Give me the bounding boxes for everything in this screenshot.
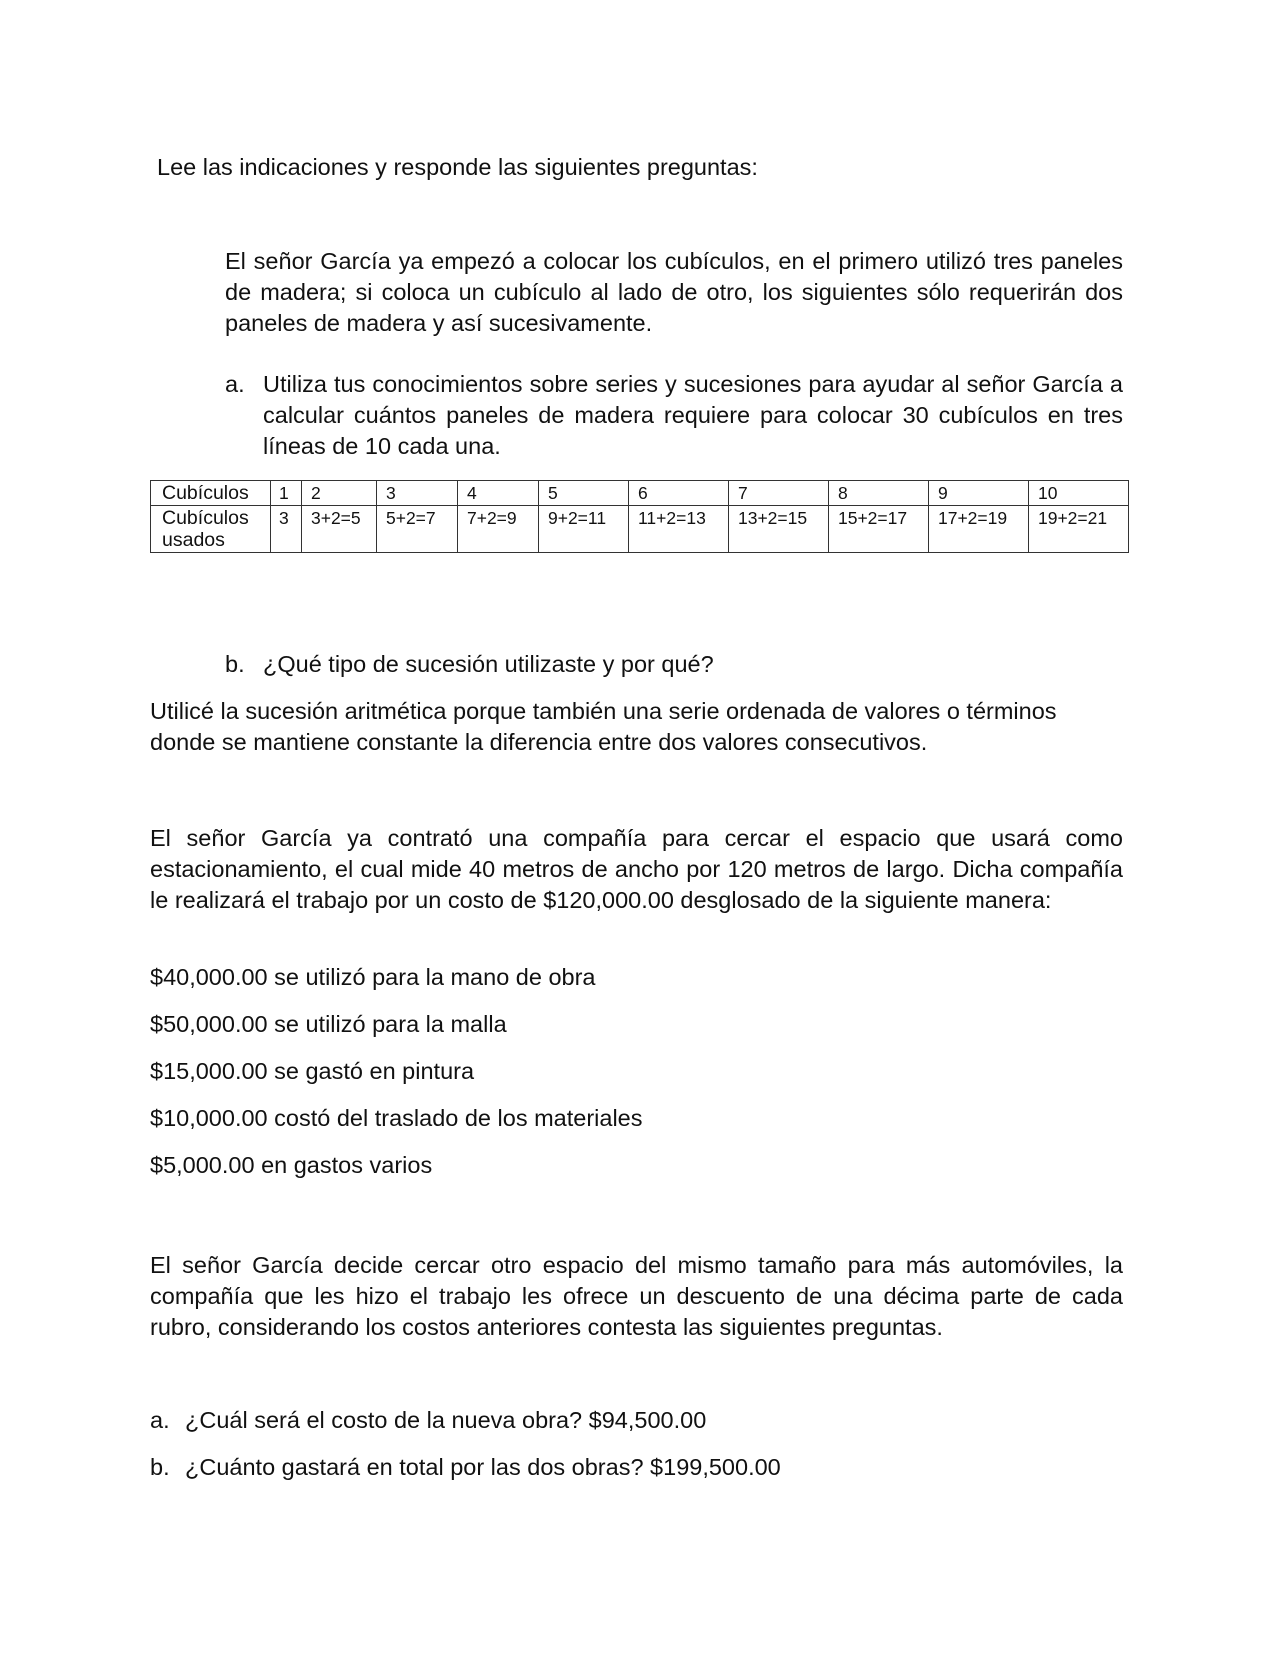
cubicles-table <box>150 480 1129 553</box>
table-cell: 3 <box>377 481 458 506</box>
intro-paragraph: El señor García ya empezó a colocar los cubículos, en el primero utilizó tres paneles de madera; si coloca un cubículo al lado de otro, los siguientes sólo requerirán dos paneles de madera y así sucesivamente. <box>225 248 1123 336</box>
instructions: Lee las indicaciones y responde las siguientes preguntas: <box>157 154 758 180</box>
row-header-cubiculos: Cubículos <box>151 481 271 506</box>
table-row-cubiculos <box>151 481 1129 506</box>
table-cell: 11+2=13 <box>629 506 729 553</box>
table-cell: 17+2=19 <box>929 506 1029 553</box>
cost-item: $10,000.00 costó del traslado de los materiales <box>150 1105 643 1131</box>
table-cell: 9+2=11 <box>539 506 629 553</box>
table-cell: 3+2=5 <box>302 506 377 553</box>
cost-list <box>150 962 643 1197</box>
second-paragraph: El señor García decide cercar otro espacio del mismo tamaño para más automóviles, la compañía que les hizo el trabajo les ofrece un descuento de una décima parte de cada rubro, considerando los costos anteriores contesta las siguientes preguntas. <box>150 1252 1123 1340</box>
cost-item: $50,000.00 se utilizó para la malla <box>150 1011 507 1037</box>
cost-item: $5,000.00 en gastos varios <box>150 1152 433 1178</box>
table-cell: 2 <box>302 481 377 506</box>
row-header-usados: Cubículos usados <box>151 506 271 553</box>
table-cell: 10 <box>1029 481 1129 506</box>
question-b-marker: b. <box>225 651 245 677</box>
table-cell: 6 <box>629 481 729 506</box>
question-b <box>225 649 1123 680</box>
final-questions <box>150 1405 1123 1499</box>
table-cell: 13+2=15 <box>729 506 829 553</box>
table-cell: 19+2=21 <box>1029 506 1129 553</box>
cost-item: $40,000.00 se utilizó para la mano de obra <box>150 964 596 990</box>
table-cell: 3 <box>271 506 302 553</box>
table-cell: 7+2=9 <box>458 506 539 553</box>
fence-paragraph: El señor García ya contrató una compañía para cercar el espacio que usará como estacionamiento, el cual mide 40 metros de ancho por 120 metros de largo. Dicha compañía le realizará el trabajo por un costo de $120,000.00 desglosado de la siguiente manera: <box>150 825 1123 913</box>
final-question-a <box>150 1405 1123 1436</box>
cost-item: $15,000.00 se gastó en pintura <box>150 1058 475 1084</box>
table-row-usados <box>151 506 1129 553</box>
answer-b: Utilicé la sucesión aritmética porque también una serie ordenada de valores o términos donde se mantiene constante la diferencia entre dos valores consecutivos. <box>150 698 1057 755</box>
final-question-b <box>150 1452 1123 1483</box>
question-a <box>225 369 1123 462</box>
table-cell: 9 <box>929 481 1029 506</box>
final-question-marker: a. <box>150 1407 170 1433</box>
question-a-text: Utiliza tus conocimientos sobre series y sucesiones para ayudar al señor García a calcular cuántos paneles de madera requiere para colocar 30 cubículos en tres líneas de 10 cada una. <box>263 371 1123 459</box>
table-cell: 8 <box>829 481 929 506</box>
table-cell: 7 <box>729 481 829 506</box>
table-cell: 5 <box>539 481 629 506</box>
table-cell: 15+2=17 <box>829 506 929 553</box>
table-cell: 4 <box>458 481 539 506</box>
table-cell: 5+2=7 <box>377 506 458 553</box>
table-cell: 1 <box>271 481 302 506</box>
final-question-marker: b. <box>150 1454 170 1480</box>
final-question-text: ¿Cuánto gastará en total por las dos obras? $199,500.00 <box>185 1454 781 1480</box>
question-a-marker: a. <box>225 371 245 397</box>
question-b-text: ¿Qué tipo de sucesión utilizaste y por qué? <box>263 651 714 677</box>
final-question-text: ¿Cuál será el costo de la nueva obra? $94,500.00 <box>185 1407 707 1433</box>
